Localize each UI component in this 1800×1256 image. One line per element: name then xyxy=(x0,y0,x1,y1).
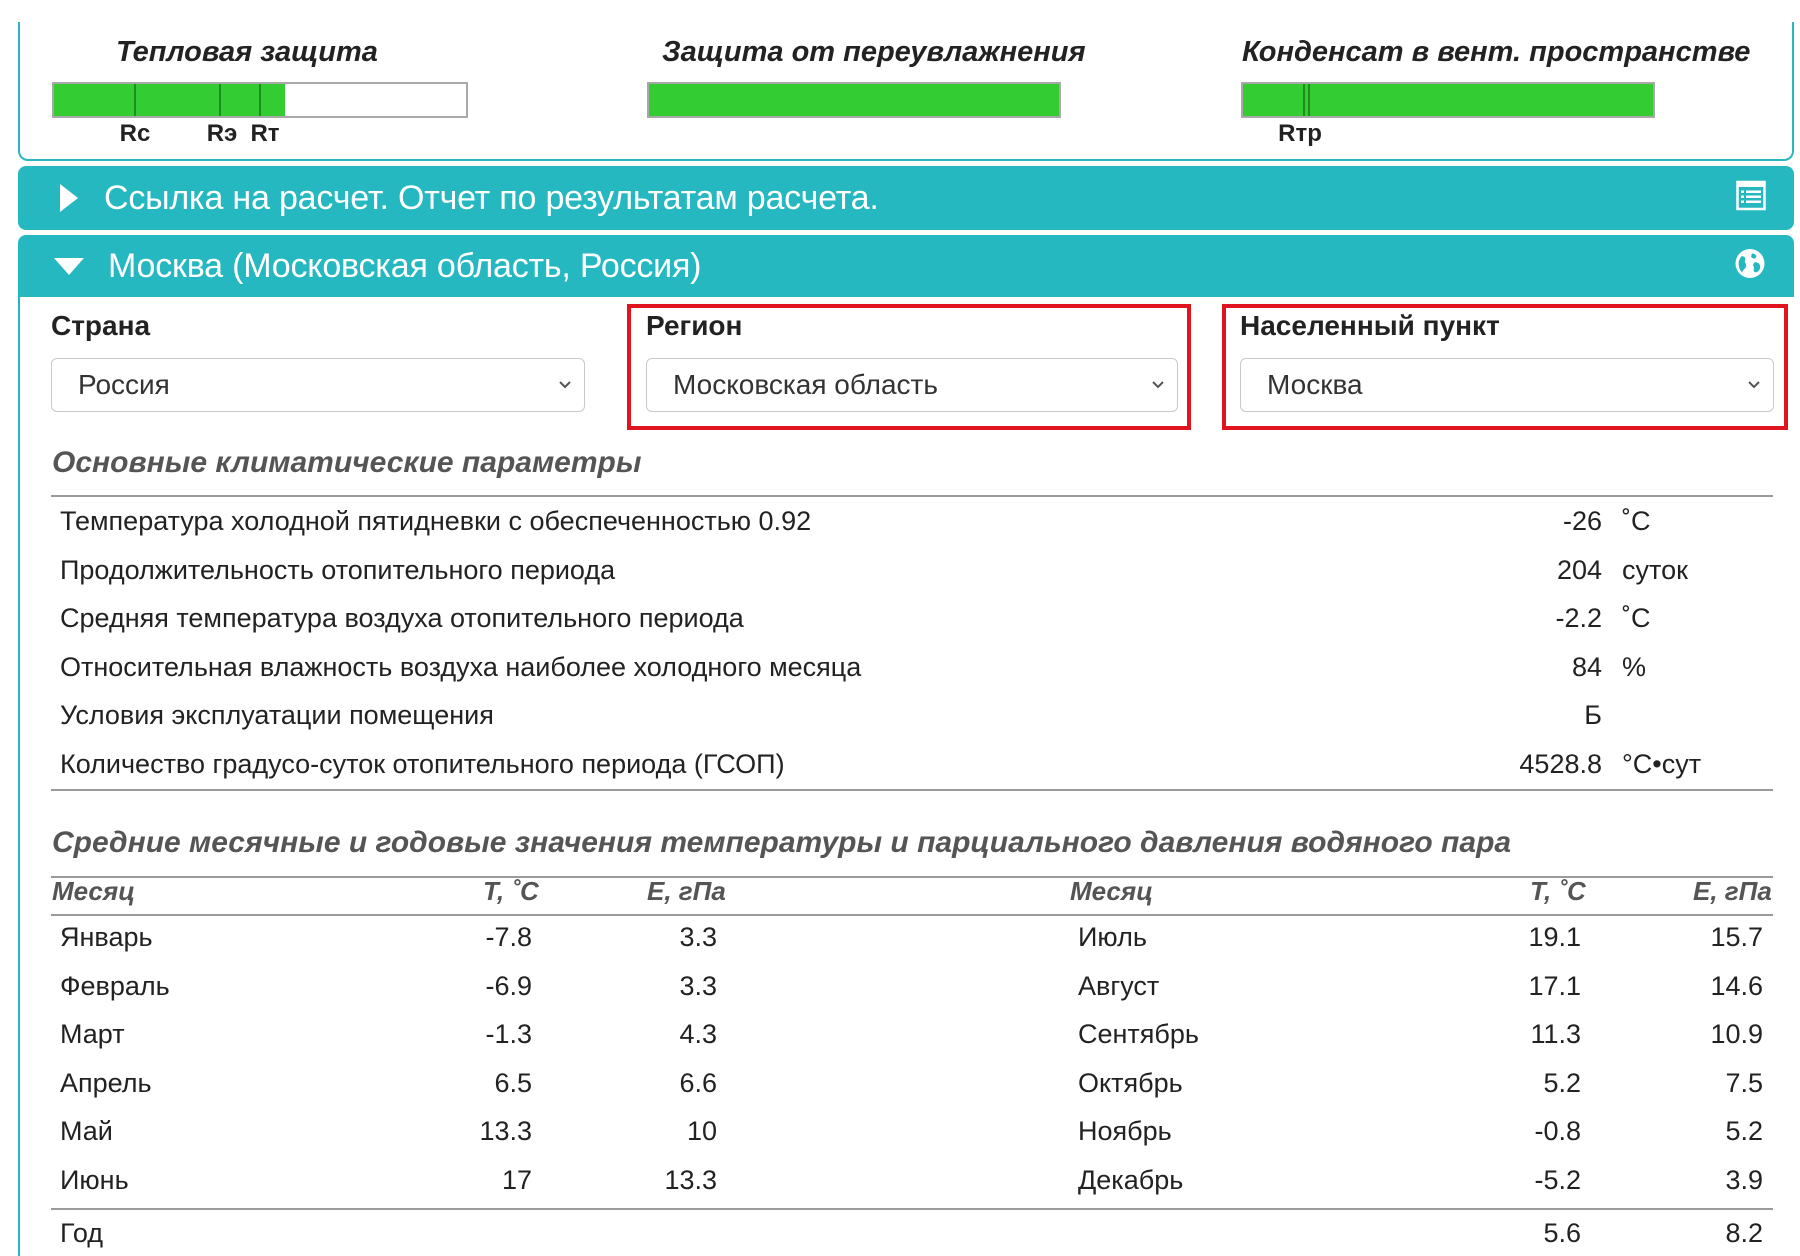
month-name: Декабрь xyxy=(1078,1164,1184,1195)
indicator-mark-label: Rтр xyxy=(1278,120,1322,147)
report-link-label: Ссылка на расчет. Отчет по результатам расчета. xyxy=(104,178,879,217)
climate-row xyxy=(52,498,1772,546)
climate-row xyxy=(52,547,1772,595)
month-name: Апрель xyxy=(60,1067,152,1098)
region-label: Регион xyxy=(646,310,743,341)
col-header-month: Месяц xyxy=(52,876,136,906)
month-t: 19.1 xyxy=(1528,922,1581,952)
city-label: Населенный пункт xyxy=(1240,310,1500,341)
indicator-mark-label: Rэ xyxy=(206,120,238,147)
divider xyxy=(51,789,1773,791)
month-name: Июнь xyxy=(60,1164,129,1195)
month-name: Май xyxy=(60,1116,113,1146)
param-unit: °C•сут xyxy=(1622,748,1702,779)
indicator-title: Тепловая защита xyxy=(116,36,378,68)
month-e: 3.3 xyxy=(679,922,717,952)
country-select[interactable] xyxy=(51,358,585,412)
caret-down-icon xyxy=(54,258,84,275)
location-header-label: Москва (Московская область, Россия) xyxy=(108,246,702,285)
month-e: 6.6 xyxy=(679,1067,717,1098)
country-label: Страна xyxy=(51,310,151,341)
month-name: Ноябрь xyxy=(1078,1116,1172,1146)
col-header-t: T, ˚C xyxy=(483,876,539,906)
param-name: Количество градусо-суток отопительного периода (ГСОП) xyxy=(60,748,785,779)
month-t: 17 xyxy=(501,1164,532,1195)
indicator-bar xyxy=(52,82,468,118)
chevron-down-icon xyxy=(558,380,572,390)
indicator-mark xyxy=(1308,84,1310,116)
month-name: Октябрь xyxy=(1078,1067,1183,1098)
param-name: Температура холодной пятидневки с обеспеченностью 0.92 xyxy=(60,506,812,536)
month-name: Сентябрь xyxy=(1078,1019,1199,1049)
month-row xyxy=(0,1062,1800,1110)
param-unit: суток xyxy=(1622,554,1688,585)
col-header-month: Месяц xyxy=(1070,876,1154,906)
param-unit: % xyxy=(1622,651,1647,682)
param-value: -2.2 xyxy=(1555,603,1602,633)
indicator-bar xyxy=(1241,82,1655,118)
chevron-down-icon xyxy=(1747,380,1761,390)
month-name: Январь xyxy=(60,922,153,952)
year-label: Год xyxy=(60,1218,103,1248)
report-link-accordion[interactable] xyxy=(18,166,1794,230)
year-row xyxy=(0,1212,1800,1256)
chevron-down-icon xyxy=(1151,380,1165,390)
month-row xyxy=(0,1013,1800,1061)
month-t: 11.3 xyxy=(1530,1019,1581,1049)
month-e: 4.3 xyxy=(679,1019,717,1049)
month-t: -6.9 xyxy=(485,970,532,1001)
month-e: 3.3 xyxy=(679,970,717,1001)
month-t: 5.2 xyxy=(1543,1067,1581,1098)
month-name: Февраль xyxy=(60,970,170,1001)
indicator-mark xyxy=(219,84,221,116)
indicator-title: Конденсат в вент. пространстве xyxy=(1242,36,1751,68)
param-name: Условия эксплуатации помещения xyxy=(60,700,494,730)
col-header-e: E, гПа xyxy=(647,876,726,906)
month-row xyxy=(0,1159,1800,1207)
city-select[interactable] xyxy=(1240,358,1774,412)
indicator-fill xyxy=(649,84,1059,116)
param-name: Средняя температура воздуха отопительного периода xyxy=(60,603,744,633)
param-value: -26 xyxy=(1562,506,1602,536)
month-e: 3.9 xyxy=(1725,1164,1763,1195)
param-value: 204 xyxy=(1556,554,1602,585)
divider xyxy=(51,1208,1773,1210)
month-e: 10.9 xyxy=(1710,1019,1763,1049)
param-unit: ˚C xyxy=(1622,603,1651,633)
country-value: Россия xyxy=(78,369,170,400)
divider xyxy=(51,495,1773,497)
col-header-t: T, ˚C xyxy=(1530,876,1586,906)
divider xyxy=(51,876,1773,878)
indicator-mark-label: Rт xyxy=(250,120,280,147)
indicator-bar xyxy=(647,82,1061,118)
param-name: Относительная влажность воздуха наиболее холодного месяца xyxy=(60,651,862,682)
indicators-panel xyxy=(18,22,1794,161)
month-name: Июль xyxy=(1078,922,1147,952)
list-document-icon[interactable] xyxy=(1736,181,1766,216)
month-e: 14.6 xyxy=(1710,970,1763,1001)
param-name: Продолжительность отопительного периода xyxy=(60,554,616,585)
indicator-mark-label: Rc xyxy=(119,120,151,147)
region-select[interactable] xyxy=(646,358,1178,412)
month-e: 7.5 xyxy=(1725,1067,1763,1098)
indicator-fill xyxy=(54,84,285,116)
param-value: 84 xyxy=(1571,651,1602,682)
climate-row xyxy=(52,595,1772,643)
param-value: Б xyxy=(1584,700,1602,730)
month-t: -1.3 xyxy=(485,1019,532,1049)
climate-row xyxy=(52,741,1772,789)
month-row xyxy=(0,965,1800,1013)
city-value: Москва xyxy=(1267,369,1363,400)
globe-icon[interactable] xyxy=(1734,248,1766,285)
region-value: Московская область xyxy=(673,369,938,400)
indicator-mark xyxy=(1303,84,1305,116)
indicator-mark xyxy=(259,84,261,116)
location-accordion[interactable] xyxy=(18,235,1794,297)
indicator-mark xyxy=(134,84,136,116)
month-name: Август xyxy=(1078,970,1160,1001)
month-t: 17.1 xyxy=(1528,970,1581,1001)
month-t: -0.8 xyxy=(1534,1116,1581,1146)
month-row xyxy=(0,1110,1800,1158)
year-e: 8.2 xyxy=(1725,1218,1763,1248)
climate-section-title: Основные климатические параметры xyxy=(52,446,642,479)
month-name: Март xyxy=(60,1019,125,1049)
month-t: -5.2 xyxy=(1534,1164,1581,1195)
month-e: 15.7 xyxy=(1710,922,1763,952)
climate-row xyxy=(52,692,1772,740)
monthly-section-title: Средние месячные и годовые значения температуры и парциального давления водяного пара xyxy=(52,826,1512,859)
year-t: 5.6 xyxy=(1543,1218,1581,1248)
month-t: -7.8 xyxy=(485,922,532,952)
col-header-e: E, гПа xyxy=(1693,876,1772,906)
month-e: 10 xyxy=(686,1116,717,1146)
climate-row xyxy=(52,644,1772,692)
month-e: 5.2 xyxy=(1725,1116,1763,1146)
param-unit: ˚C xyxy=(1622,506,1651,536)
indicator-title: Защита от переувлажнения xyxy=(662,36,1086,68)
param-value: 4528.8 xyxy=(1519,748,1602,779)
caret-right-icon xyxy=(60,184,78,212)
month-e: 13.3 xyxy=(664,1164,717,1195)
month-t: 13.3 xyxy=(479,1116,532,1146)
month-row xyxy=(0,916,1800,964)
month-t: 6.5 xyxy=(494,1067,532,1098)
